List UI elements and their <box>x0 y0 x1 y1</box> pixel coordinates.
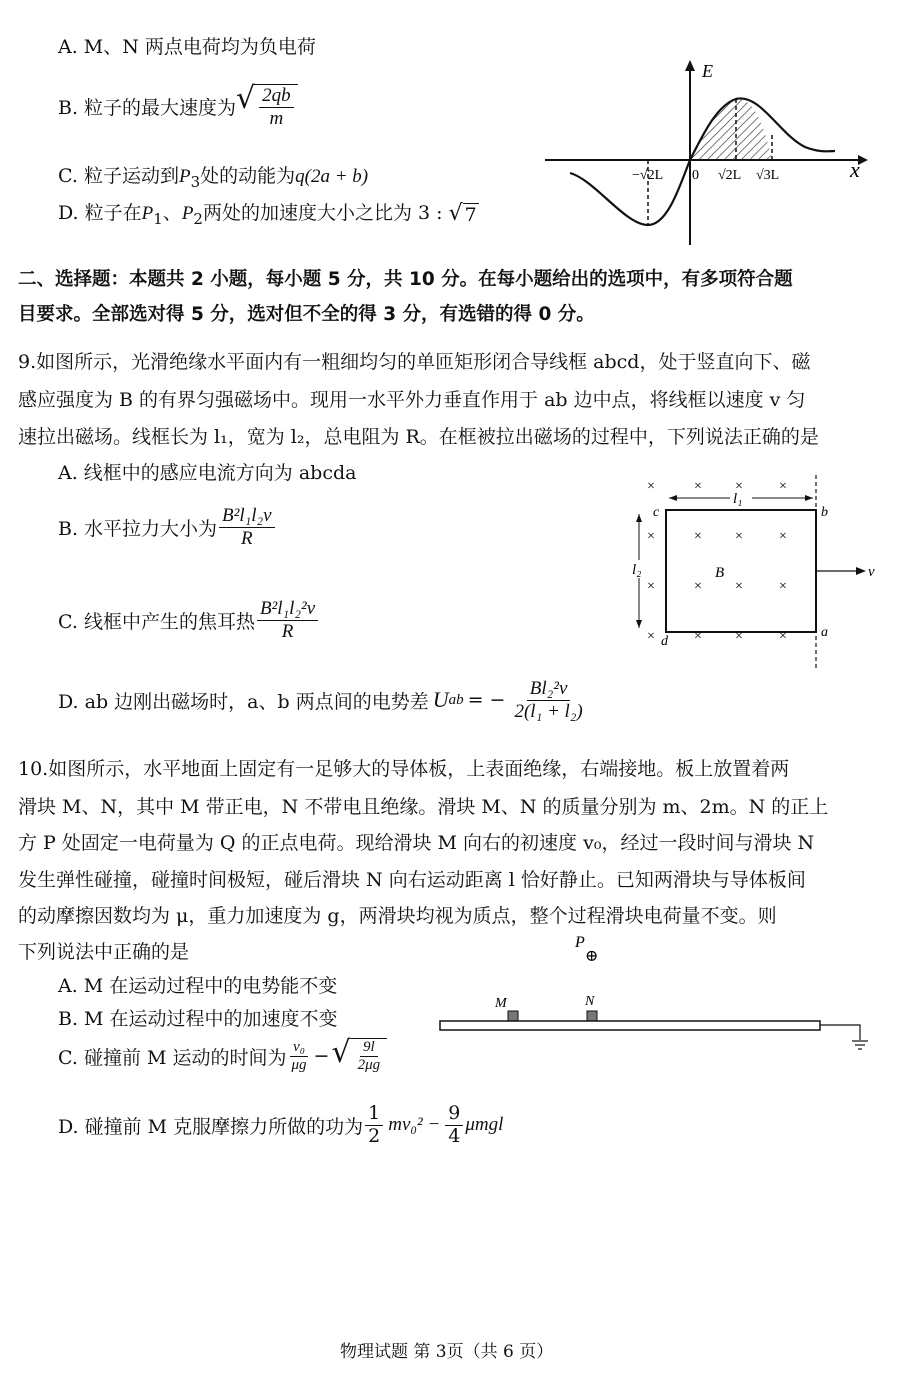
q8-d-p2sub: 2 <box>193 209 203 228</box>
q9-option-c <box>58 598 320 643</box>
q10-c-frac1-den: μg <box>291 1056 307 1073</box>
q10-c-frac1-num: v₀ <box>290 1039 308 1057</box>
q10-c-minus: − <box>313 1045 330 1068</box>
q9-b-numerator: B²l₁l₂v <box>219 505 275 528</box>
q10-d-frac1-den: 2 <box>368 1124 381 1147</box>
q9-option-b <box>58 505 277 550</box>
q10-c-prefix: C. 碰撞前 M 运动的时间为 <box>58 1046 287 1069</box>
q8-d-sep: 、 <box>162 202 182 224</box>
q10-stem-line3: 方 P 处固定一电荷量为 Q 的正点电荷。现给滑块 M 向右的初速度 v₀，经过一段时间与滑块 N <box>18 832 815 854</box>
cross-mark: × <box>647 529 655 544</box>
cross-mark: × <box>735 529 743 544</box>
cross-mark: × <box>694 629 702 644</box>
q10-stem-line6: 下列说法中正确的是 <box>18 941 190 963</box>
q8-option-c <box>58 161 368 191</box>
arrow-right-icon <box>805 495 813 501</box>
q10-stem-line2: 滑块 M、N，其中 M 带正电，N 不带电且绝缘。滑块 M、N 的质量分别为 m、2m。N 的正上 <box>18 796 829 818</box>
q10-d-mid: mv₀² − <box>388 1114 441 1136</box>
x-label: x <box>850 157 860 182</box>
velocity-arrow-icon <box>856 567 866 575</box>
q10-stem-line5: 的动摩擦因数均为 μ，重力加速度为 g，两滑块均视为质点，整个过程滑块电荷量不变。则 <box>18 905 777 927</box>
q10-d-frac2-num: 9 <box>445 1103 463 1126</box>
positive-charge-icon: ⊕ <box>585 948 599 965</box>
sqrt-symbol: √ 7 <box>448 200 477 226</box>
q8-c-p: P <box>178 166 191 187</box>
q9-d-u: U <box>432 687 449 713</box>
slider-m <box>508 1011 518 1021</box>
cross-mark: × <box>735 629 743 644</box>
q10-option-c <box>58 1035 387 1075</box>
cross-mark: × <box>779 529 787 544</box>
q9-d-numerator: Bl₂²v <box>527 678 571 701</box>
e-x-graph <box>540 55 870 250</box>
cross-mark: × <box>779 479 787 494</box>
q8-d-mid: 两处的加速度大小之比为 <box>202 202 412 224</box>
point-p-label: P <box>575 934 585 951</box>
q9-d-usub: ab <box>448 691 464 708</box>
ground-wire <box>820 1025 860 1040</box>
cross-mark: × <box>647 479 655 494</box>
b-field-label: B <box>715 565 725 581</box>
q10-d-frac1-num: 1 <box>365 1103 383 1126</box>
slider-n <box>587 1011 597 1021</box>
corner-c-label: c <box>653 505 660 520</box>
q8-d-root: 7 <box>464 203 477 226</box>
e-label: E <box>702 61 713 81</box>
q10-conductor-plate-figure <box>435 925 880 1065</box>
q9-d-prefix: D. ab 边刚出磁场时，a、b 两点间的电势差 <box>58 690 429 713</box>
ground-icon <box>852 1041 868 1049</box>
arrow-left-icon <box>669 495 677 501</box>
l2-label: l₂ <box>632 562 642 578</box>
velocity-label: v <box>868 564 875 580</box>
q9-stem-line3: 速拉出磁场。线框长为 l₁，宽为 l₂，总电阻为 R。在框被拉出磁场的过程中，下列说法正确的是 <box>18 426 819 448</box>
q9-c-denominator: R <box>281 620 294 642</box>
q9-b-prefix: B. 水平拉力大小为 <box>58 517 218 540</box>
q9-d-denominator: 2(l₁ + l₂) <box>514 700 583 722</box>
cross-mark: × <box>694 529 702 544</box>
q8-d-ratio: 3 : <box>418 202 443 224</box>
q8-d-p1sub: 1 <box>153 209 163 228</box>
cross-mark: × <box>694 579 702 594</box>
q10-stem-line4: 发生弹性碰撞，碰撞时间极短，碰后滑块 N 向右运动距离 l 恰好静止。已知两滑块与导体板间 <box>18 869 806 891</box>
cross-mark: × <box>694 479 702 494</box>
e-curve <box>570 98 835 225</box>
sqrt-symbol: √ $\frac{2qb}{m}$ <box>236 84 298 130</box>
slider-n-label: N <box>585 994 595 1009</box>
q10-c-frac2-num: 9l <box>360 1039 378 1057</box>
q8-b-denominator: m <box>269 107 284 129</box>
conductor-plate <box>440 1021 820 1030</box>
l1-label: l₁ <box>733 491 743 507</box>
q8-d-p1: P <box>141 203 154 224</box>
cross-mark: × <box>735 579 743 594</box>
cross-mark: × <box>647 629 655 644</box>
field-crosses <box>647 479 787 644</box>
q8-c-prefix: C. 粒子运动到 <box>58 165 179 187</box>
q10-d-tail: μmgl <box>465 1114 504 1136</box>
q8-c-sub: 3 <box>190 172 201 191</box>
q10-d-prefix: D. 碰撞前 M 克服摩擦力所做的功为 <box>58 1115 364 1138</box>
q8-c-mid: 处的动能为 <box>200 165 296 187</box>
q9-magnetic-field-figure <box>625 470 885 675</box>
arrow-down-icon <box>636 620 642 628</box>
e-arrow-icon <box>685 60 695 71</box>
q8-option-d <box>58 198 479 228</box>
page-footer: 物理试题 第 3页（共 6 页） <box>340 1342 554 1362</box>
q8-c-expr: q(2a + b) <box>295 166 369 187</box>
q9-c-prefix: C. 线框中产生的焦耳热 <box>58 610 255 633</box>
q9-stem-line2: 感应强度为 B 的有界匀强磁场中。现用一水平外力垂直作用于 ab 边中点，将线框以速度 v 匀 <box>18 389 806 411</box>
q9-option-a: A. 线框中的感应电流方向为 abcda <box>58 462 357 484</box>
section2-line1: 二、选择题：本题共 2 小题，每小题 5 分，共 10 分。在每小题给出的选项中，有多项符合题 <box>18 269 793 290</box>
q10-d-frac2-den: 4 <box>448 1124 461 1147</box>
q8-option-a: A. M、N 两点电荷均为负电荷 <box>58 36 316 58</box>
q8-d-prefix: D. 粒子在 <box>58 202 142 224</box>
q10-option-b: B. M 在运动过程中的加速度不变 <box>58 1008 338 1030</box>
arrow-up-icon <box>636 514 642 522</box>
q9-c-numerator: B²l₁l₂²v <box>257 598 318 621</box>
cross-mark: × <box>779 629 787 644</box>
q9-d-eq: = − <box>467 689 506 712</box>
corner-d-label: d <box>661 634 668 649</box>
cross-mark: × <box>735 479 743 494</box>
slider-m-label: M <box>495 996 507 1011</box>
tick-sqrt3-label: √3L <box>756 168 780 183</box>
corner-a-label: a <box>821 625 828 640</box>
q10-stem-line1: 10.如图所示，水平地面上固定有一足够大的导体板，上表面绝缘，右端接地。板上放置着两 <box>18 758 790 780</box>
q8-option-b-prefix: B. 粒子的最大速度为 <box>58 97 237 120</box>
cross-mark: × <box>647 579 655 594</box>
q9-option-d <box>58 678 588 723</box>
q9-b-denominator: R <box>241 527 253 549</box>
sqrt-symbol: √ $\frac{9l}{2\mu g}$ <box>331 1038 387 1075</box>
q8-option-b <box>58 81 298 130</box>
q10-option-d <box>58 1103 503 1148</box>
q10-option-a: A. M 在运动过程中的电势能不变 <box>58 975 338 997</box>
tick-neg-label: −√2L <box>632 168 664 183</box>
q10-c-frac2-den: 2μg <box>357 1057 381 1074</box>
origin-label: 0 <box>692 168 699 183</box>
q8-b-numerator: 2qb <box>259 85 294 108</box>
cross-mark: × <box>779 579 787 594</box>
section2-line2: 目要求。全部选对得 5 分，选对但不全的得 3 分，有选错的得 0 分。 <box>18 304 595 325</box>
q8-d-p2: P <box>181 203 194 224</box>
tick-sqrt2-label: √2L <box>718 168 742 183</box>
q9-stem-line1: 9.如图所示，光滑绝缘水平面内有一粗细均匀的单匝矩形闭合导线框 abcd，处于竖直向下、磁 <box>18 351 811 373</box>
corner-b-label: b <box>821 505 828 520</box>
